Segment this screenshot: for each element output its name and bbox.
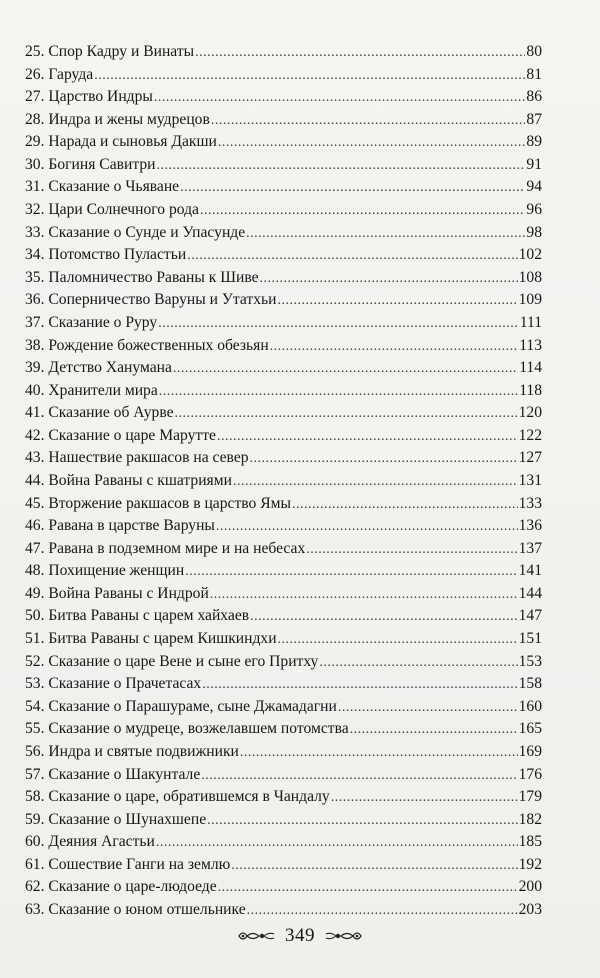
toc-entry-title: 49. Война Раваны с Индрой (25, 584, 209, 602)
toc-entry-title: 60. Деяния Агастьи (25, 833, 155, 851)
toc-entry (25, 515, 542, 538)
toc-entry-page-number: 131 (518, 471, 542, 489)
dot-leader (175, 403, 518, 426)
toc-entry-title: 29. Нарада и сыновья Дакши (25, 133, 217, 151)
toc-entry-title: 38. Рождение божественных обезьян (25, 336, 269, 354)
dot-leader (216, 516, 518, 539)
dot-leader (292, 494, 518, 517)
toc-entry-page-number: 94 (526, 178, 542, 196)
toc-entry-title: 56. Индра и святые подвижники (25, 742, 239, 760)
toc-entry (25, 425, 542, 448)
toc-entry-page-number: 200 (518, 878, 542, 896)
toc-entry (25, 741, 542, 764)
toc-entry-title: 37. Сказание о Руру (25, 313, 158, 331)
dot-leader (185, 561, 517, 584)
toc-entry-page-number: 203 (518, 900, 542, 918)
toc-entry-title: 44. Война Раваны с кшатриями (25, 471, 232, 489)
toc-entry (25, 651, 542, 674)
toc-entry (25, 809, 542, 832)
toc-entry-page-number: 137 (518, 539, 542, 557)
toc-entry-title: 35. Паломничество Раваны к Шиве (25, 268, 259, 286)
toc-entry (25, 899, 542, 922)
toc-entry (25, 764, 542, 787)
toc-entry-title: 54. Сказание о Парашураме, сыне Джамадагни (25, 697, 337, 715)
dot-leader (210, 584, 518, 607)
toc-entry-page-number: 86 (526, 88, 542, 106)
toc-entry-page-number: 87 (526, 110, 542, 128)
toc-entry-title: 46. Равана в царстве Варуны (25, 517, 215, 535)
dot-leader (218, 132, 526, 155)
dot-leader (173, 358, 518, 381)
toc-entry-title: 32. Цари Солнечного рода (25, 201, 199, 219)
toc-entry (25, 876, 542, 899)
toc-entry (25, 786, 542, 809)
toc-entry-page-number: 98 (526, 223, 542, 241)
dot-leader (195, 42, 525, 65)
toc-entry-page-number: 81 (526, 65, 542, 83)
toc-entry-page-number: 169 (518, 742, 542, 760)
toc-entry-page-number: 192 (518, 855, 542, 873)
toc-entry (25, 109, 542, 132)
toc-entry-page-number: 176 (518, 765, 542, 783)
toc-entry-title: 52. Сказание о царе Вене и сыне его Притху (25, 652, 319, 670)
toc-entry-page-number: 120 (518, 404, 542, 422)
dot-leader (233, 471, 518, 494)
dot-leader (94, 65, 525, 88)
toc-entry-page-number: 111 (519, 313, 542, 331)
toc-entry-title: 25. Спор Кадру и Винаты (25, 43, 195, 60)
dot-leader (240, 742, 518, 765)
toc-entry-title: 43. Нашествие ракшасов на север (25, 449, 249, 467)
toc-entry-page-number: 136 (518, 517, 542, 535)
toc-entry (25, 493, 542, 516)
toc-entry-page-number: 160 (518, 697, 542, 715)
toc-entry-title: 61. Сошествие Ганги на землю (25, 855, 231, 873)
right-floral-ornament-icon (323, 928, 363, 944)
toc-entry (25, 673, 542, 696)
toc-entry (25, 605, 542, 628)
toc-entry (25, 357, 542, 380)
dot-leader (247, 900, 518, 923)
dot-leader (246, 223, 525, 246)
toc-entry-page-number: 89 (526, 133, 542, 151)
toc-entry (25, 583, 542, 606)
toc-entry (25, 289, 542, 312)
toc-entry (25, 380, 542, 403)
toc-entry-page-number: 133 (518, 494, 542, 512)
dot-leader (319, 652, 517, 675)
toc-entry-title: 63. Сказание о юном отшельнике (25, 900, 246, 918)
dot-leader (278, 629, 518, 652)
toc-entry (25, 560, 542, 583)
toc-entry-page-number: 109 (518, 291, 542, 309)
dot-leader (200, 200, 525, 223)
dot-leader (159, 381, 518, 404)
toc-entry (25, 696, 542, 719)
toc-entry-page-number: 158 (518, 675, 542, 693)
toc-entry-title: 53. Сказание о Прачетасах (25, 675, 202, 693)
dot-leader (207, 810, 517, 833)
toc-entry (25, 831, 542, 854)
toc-entry (25, 222, 542, 245)
dot-leader (187, 245, 517, 268)
dot-leader (180, 177, 525, 200)
toc-entry-page-number: 147 (518, 607, 542, 625)
dot-leader (156, 832, 518, 855)
dot-leader (154, 87, 526, 110)
toc-entry-title: 33. Сказание о Сунде и Упасунде (25, 223, 246, 241)
toc-entry-title: 41. Сказание об Аурве (25, 404, 174, 422)
toc-entry-page-number: 153 (518, 652, 542, 670)
toc-entry-page-number: 151 (518, 630, 542, 648)
left-floral-ornament-icon (237, 928, 277, 944)
toc-entry-title: 47. Равана в подземном мире и на небесах (25, 539, 306, 557)
toc-entry-page-number: 141 (518, 562, 542, 580)
toc-entry-title: 36. Соперничество Варуны и Утатхьи (25, 291, 277, 309)
dot-leader (156, 155, 525, 178)
toc-entry-page-number: 108 (518, 268, 542, 286)
toc-entry-title: 62. Сказание о царе-людоеде (25, 878, 217, 896)
dot-leader (217, 426, 518, 449)
toc-entry-title: 40. Хранители мира (25, 381, 158, 399)
toc-entry-title: 55. Сказание о мудреце, возжелавшем потомства (25, 720, 349, 738)
toc-entry (25, 402, 542, 425)
toc-entry-page-number: 118 (519, 381, 542, 399)
dot-leader (306, 539, 517, 562)
toc-entry-page-number: 182 (518, 810, 542, 828)
toc-entry-page-number: 96 (526, 201, 542, 219)
page-footer (0, 925, 600, 947)
toc-entry (25, 41, 542, 64)
toc-entry (25, 447, 542, 470)
dot-leader (250, 606, 518, 629)
toc-entry-page-number: 179 (518, 788, 542, 806)
toc-entry-title: 42. Сказание о царе Марутте (25, 426, 216, 444)
toc-entry-title: 28. Индра и жены мудрецов (25, 110, 210, 128)
dot-leader (350, 719, 518, 742)
toc-entry-title: 59. Сказание о Шунахшепе (25, 810, 207, 828)
table-of-contents (25, 41, 542, 922)
toc-entry-page-number: 144 (518, 584, 542, 602)
dot-leader (201, 765, 517, 788)
toc-entry-title: 50. Битва Раваны с царем хайхаев (25, 607, 250, 625)
toc-entry-page-number: 114 (519, 359, 542, 377)
dot-leader (202, 674, 517, 697)
page-number: 349 (285, 925, 315, 946)
toc-entry-title: 45. Вторжение ракшасов в царство Ямы (25, 494, 291, 512)
toc-entry (25, 86, 542, 109)
toc-entry (25, 470, 542, 493)
toc-entry-page-number: 165 (518, 720, 542, 738)
toc-entry-page-number: 113 (519, 336, 542, 354)
toc-entry (25, 335, 542, 358)
toc-entry (25, 267, 542, 290)
dot-leader (231, 855, 517, 878)
toc-entry-page-number: 122 (518, 426, 542, 444)
toc-entry-title: 39. Детство Ханумана (25, 359, 172, 377)
toc-entry (25, 199, 542, 222)
toc-entry (25, 154, 542, 177)
toc-entry (25, 628, 542, 651)
dot-leader (218, 877, 518, 900)
dot-leader (338, 697, 518, 720)
toc-entry-title: 51. Битва Раваны с царем Кишкиндхи (25, 630, 277, 648)
toc-entry-title: 57. Сказание о Шакунтале (25, 765, 201, 783)
dot-leader (158, 313, 519, 336)
toc-entry-title: 26. Гаруда (25, 65, 94, 83)
toc-entry-title: 31. Сказание о Чьяване (25, 178, 180, 196)
toc-entry (25, 176, 542, 199)
toc-entry-page-number: 80 (526, 43, 542, 60)
dot-leader (331, 787, 518, 810)
toc-entry (25, 64, 542, 87)
toc-entry-page-number: 91 (526, 155, 542, 173)
toc-entry-title: 34. Потомство Пуластьи (25, 246, 187, 264)
toc-entry-title: 30. Богиня Савитри (25, 155, 156, 173)
toc-entry (25, 718, 542, 741)
dot-leader (250, 448, 518, 471)
toc-entry (25, 312, 542, 335)
toc-entry (25, 538, 542, 561)
toc-entry-title: 27. Царство Индры (25, 88, 153, 106)
dot-leader (260, 268, 518, 291)
toc-entry (25, 854, 542, 877)
dot-leader (278, 290, 518, 313)
toc-entry-title: 58. Сказание о царе, обратившемся в Чандалу (25, 788, 330, 806)
dot-leader (211, 110, 526, 133)
toc-entry-page-number: 102 (518, 246, 542, 264)
toc-entry-page-number: 127 (518, 449, 542, 467)
toc-entry (25, 244, 542, 267)
toc-entry-page-number: 185 (518, 833, 542, 851)
dot-leader (270, 336, 519, 359)
toc-entry-title: 48. Похищение женщин (25, 562, 185, 580)
toc-entry (25, 131, 542, 154)
